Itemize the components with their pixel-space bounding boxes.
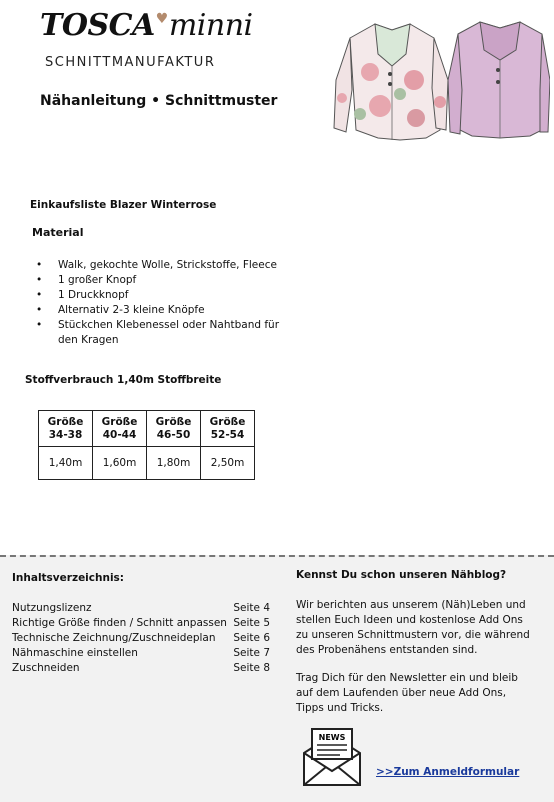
toc-item[interactable]: Zuschneiden Seite 8 (12, 662, 270, 674)
newsletter-envelope-icon (300, 725, 364, 789)
toc-item[interactable]: Technische Zeichnung/Zuschneideplan Seite 6 (12, 632, 270, 644)
shopping-list-title: Einkaufsliste Blazer Winterrose (30, 199, 217, 211)
table-cell: 1,80m (147, 447, 201, 480)
floral-blazer-drawing (334, 24, 448, 140)
list-item: • Walk, gekochte Wolle, Strickstoffe, Fleece (36, 258, 296, 273)
table-cell: 1,40m (39, 447, 93, 480)
blog-heading: Kennst Du schon unseren Nähblog? (296, 569, 507, 581)
table-header-cell: Größe 52-54 (201, 411, 255, 447)
toc-title: Inhaltsverzeichnis: (12, 572, 125, 584)
fabric-consumption-heading: Stoffverbrauch 1,40m Stoffbreite (25, 374, 222, 386)
list-item: • Alternativ 2-3 kleine Knöpfe (36, 303, 296, 318)
list-item: • 1 Druckknopf (36, 288, 296, 303)
newsletter-signup-link[interactable]: >>Zum Anmeldformular (376, 766, 520, 778)
news-badge-text: NEWS (318, 733, 346, 742)
table-header-cell: Größe 34-38 (39, 411, 93, 447)
table-row (39, 447, 255, 480)
list-item: • Stückchen Klebenessel oder Nahtband für den Kragen (36, 318, 296, 348)
table-header-row (39, 411, 255, 447)
lilac-blazer-drawing (448, 22, 550, 138)
blazer-illustration (330, 10, 550, 150)
blog-intro-text: Wir berichten aus unserem (Näh)Leben und stellen Euch Ideen und kostenlose Add Ons zu unseren Schnittmustern vor, die während des Probenähens entstanden sind. (296, 599, 530, 656)
table-header-cell: Größe 46-50 (147, 411, 201, 447)
table-cell: 2,50m (201, 447, 255, 480)
brand-subtitle: SCHNITTMANUFAKTUR (45, 55, 216, 70)
document-subtitle: Nähanleitung • Schnittmuster (40, 93, 278, 109)
fabric-size-table (38, 410, 255, 480)
table-cell: 1,60m (93, 447, 147, 480)
toc-item[interactable]: Richtige Größe finden / Schnitt anpassen Seite 5 (12, 617, 270, 629)
heart-icon: ♥ (155, 11, 168, 27)
material-heading: Material (32, 226, 84, 239)
brand-logo: TOSCA♥minni (40, 8, 253, 43)
toc-item[interactable]: Nutzungslizenz Seite 4 (12, 602, 270, 614)
table-header-cell: Größe 40-44 (93, 411, 147, 447)
toc-item[interactable]: Nähmaschine einstellen Seite 7 (12, 647, 270, 659)
list-item: • 1 großer Knopf (36, 273, 296, 288)
material-list (36, 258, 296, 348)
newsletter-text: Trag Dich für den Newsletter ein und bleib auf dem Laufenden über neue Add Ons, Tipps und Tricks. (296, 672, 518, 714)
